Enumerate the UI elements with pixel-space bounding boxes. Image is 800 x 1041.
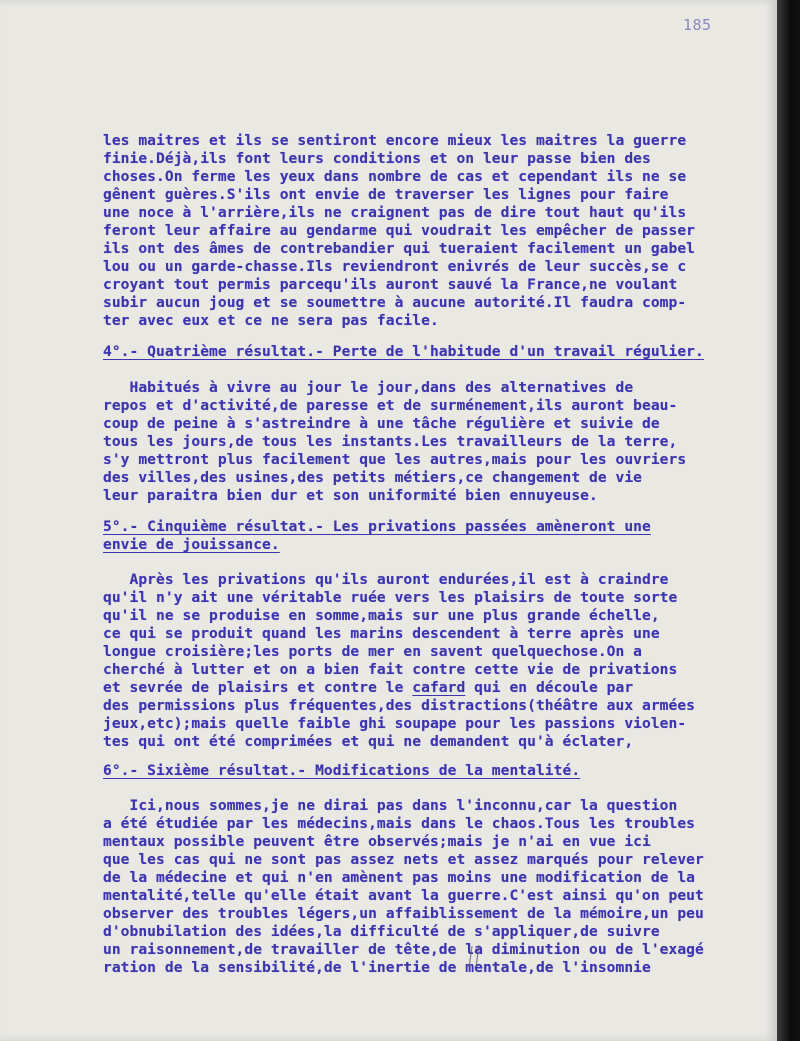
cafard-underline bbox=[103, 679, 465, 696]
text-line: a été étudiée par les médecins,mais dans le chaos.Tous les troubles bbox=[103, 815, 696, 832]
text-line: ce qui se produit quand les marins descendent à terre après une bbox=[103, 625, 660, 642]
text-line: de la médecine et qui n'en amènent pas moins une modification de la bbox=[103, 869, 696, 886]
scan-dark-edge bbox=[777, 0, 800, 1041]
text-line: et sevrée de plaisirs et contre le cafard qui en découle par bbox=[103, 679, 634, 696]
text-line: qu'il n'y ait une véritable ruée vers les plaisirs de toute sorte bbox=[103, 589, 678, 606]
text-line: un raisonnement,de travailler de tête,de la diminution ou de l'exagé bbox=[103, 941, 704, 958]
text-line: Ici,nous sommes,je ne dirai pas dans l'inconnu,car la question bbox=[103, 797, 678, 814]
text-line: longue croisière;les ports de mer en savent quelquechose.On a bbox=[103, 643, 643, 660]
text-line: tous les jours,de tous les instants.Les travailleurs de la terre, bbox=[103, 433, 678, 450]
text-line: mentaux possible peuvent être observés;mais je n'ai en vue ici bbox=[103, 833, 651, 850]
text-line: les maitres et ils se sentiront encore mieux les maitres la guerre bbox=[103, 132, 687, 149]
underlined-word bbox=[412, 679, 465, 696]
section-heading-5-continued: envie de jouissance. bbox=[103, 536, 280, 553]
text-line: leur paraitra bien dur et son uniformité bien ennuyeuse. bbox=[103, 487, 598, 504]
text-line: observer des troubles légers,un affaiblissement de la mémoire,un peu bbox=[103, 905, 704, 922]
text-line: ils ont des âmes de contrebandier qui tueraient facilement un gabel bbox=[103, 240, 696, 257]
text-line: que les cas qui ne sont pas assez nets et assez marqués pour relever bbox=[103, 851, 704, 868]
text-line: des permissions plus fréquentes,des distractions(théâtre aux armées bbox=[103, 697, 696, 714]
text-line: coup de peine à s'astreindre à une tâche régulière et suivie de bbox=[103, 415, 660, 432]
text-line: finie.Déjà,ils font leurs conditions et on leur passe bien des bbox=[103, 150, 651, 167]
text-line: Après les privations qu'ils auront endurées,il est à craindre bbox=[103, 571, 669, 588]
section-heading-6: 6°.- Sixième résultat.- Modifications de la mentalité. bbox=[103, 762, 581, 779]
text-line: qu'il ne se produise en somme,mais sur une plus grande échelle, bbox=[103, 607, 660, 624]
text-line: tes qui ont été comprimées et qui ne demandent qu'à éclater, bbox=[103, 733, 634, 750]
text-line: des villes,des usines,des petits métiers,ce changement de vie bbox=[103, 469, 643, 486]
text-line: une noce à l'arrière,ils ne craignent pas de dire tout haut qu'ils bbox=[103, 204, 687, 221]
text-line: ration de la sensibilité,de l'inertie de mentale,de l'insomnie bbox=[103, 959, 651, 976]
text-line: subir aucun joug et se soumettre à aucune autorité.Il faudra comp- bbox=[103, 294, 687, 311]
text-line: lou ou un garde-chasse.Ils reviendront enivrés de leur succès,se c bbox=[103, 258, 687, 275]
text-line: s'y mettront plus facilement que les autres,mais pour les ouvriers bbox=[103, 451, 687, 468]
text-line: d'obnubilation des idées,la difficulté de s'appliquer,de suivre bbox=[103, 923, 660, 940]
page-number: 185 bbox=[683, 16, 712, 34]
pencil-strike-mark bbox=[466, 944, 488, 970]
section-heading-4: 4°.- Quatrième résultat.- Perte de l'habitude d'un travail régulier. bbox=[103, 343, 704, 360]
text-line: feront leur affaire au gendarme qui voudrait les empêcher de passer bbox=[103, 222, 696, 239]
text-line: croyant tout permis parcequ'ils auront sauvé la France,ne voulant bbox=[103, 276, 678, 293]
text-line: choses.On ferme les yeux dans nombre de cas et cependant ils ne se bbox=[103, 168, 687, 185]
text-line: mentalité,telle qu'elle était avant la guerre.C'est ainsi qu'on peut bbox=[103, 887, 704, 904]
text-line: ter avec eux et ce ne sera pas facile. bbox=[103, 312, 439, 329]
text-line: repos et d'activité,de paresse et de surménement,ils auront beau- bbox=[103, 397, 678, 414]
text-line: Habitués à vivre au jour le jour,dans des alternatives de bbox=[103, 379, 634, 396]
text-line: gênent guères.S'ils ont envie de traverser les lignes pour faire bbox=[103, 186, 669, 203]
text-line: cherché à lutter et on a bien fait contre cette vie de privations bbox=[103, 661, 678, 678]
text-line: jeux,etc);mais quelle faible ghi soupape pour les passions violen- bbox=[103, 715, 687, 732]
section-heading-5: 5°.- Cinquième résultat.- Les privations passées amèneront une bbox=[103, 518, 651, 535]
